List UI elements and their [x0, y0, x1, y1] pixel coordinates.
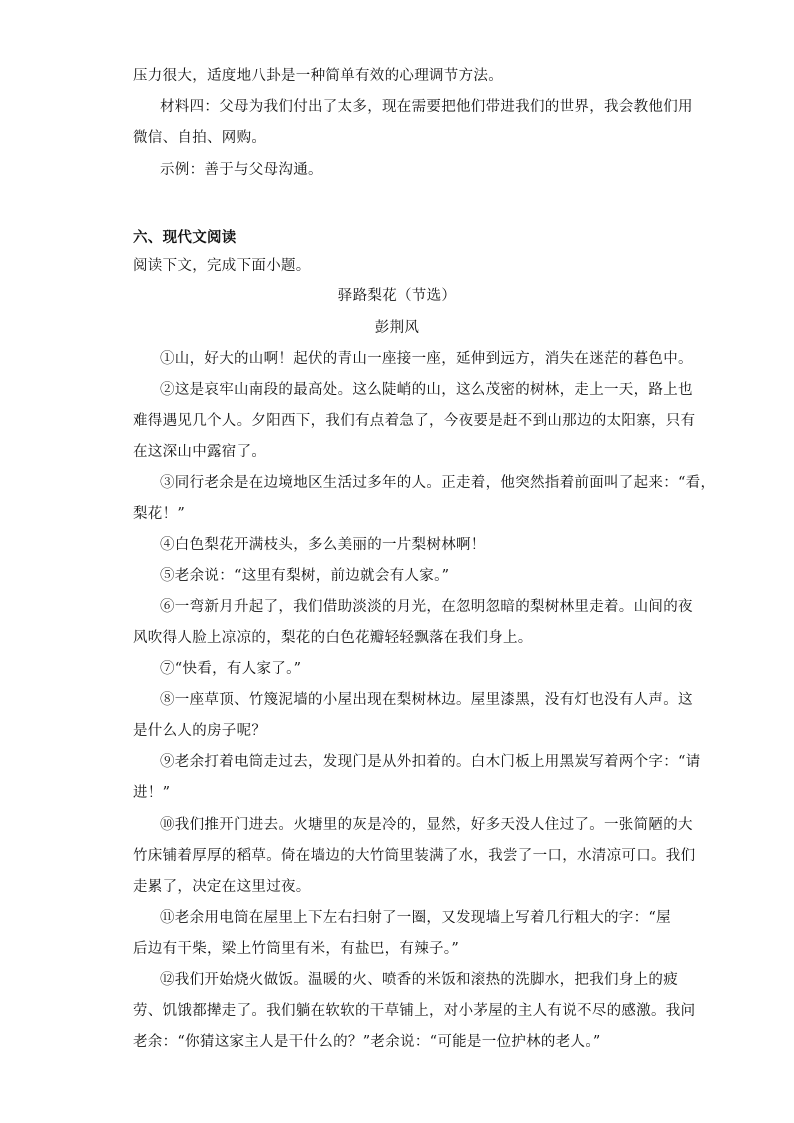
text-line: 材料四：父母为我们付出了太多，现在需要把他们带进我们的世界，我会教他们用 — [160, 99, 693, 115]
article-title: 驿路梨花（节选） — [337, 288, 457, 304]
paragraph-2: 难得遇见几个人。夕阳西下，我们有点着急了，今夜要是赶不到山那边的太阳寨，只有 — [133, 413, 696, 429]
paragraph-3: 梨花！” — [133, 506, 186, 522]
paragraph-10: 走累了，决定在这里过夜。 — [133, 879, 311, 895]
paragraph-8: 是什么人的房子呢？ — [133, 723, 267, 739]
text-line: 示例：善于与父母沟通。 — [160, 162, 323, 178]
instruction-text: 阅读下文，完成下面小题。 — [133, 258, 311, 274]
paragraph-4: ④白色梨花开满枝头，多么美丽的一片梨树林啊！ — [160, 537, 486, 553]
paragraph-6: ⑥一弯新月升起了，我们借助淡淡的月光，在忽明忽暗的梨树林里走着。山间的夜 — [160, 599, 693, 615]
paragraph-12: 老余：“你猜这家主人是干什么的？”老余说：“可能是一位护林的老人。” — [133, 1034, 601, 1050]
paragraph-9: ⑨老余打着电筒走过去，发现门是从外扣着的。白木门板上用黑炭写着两个字：“请 — [160, 754, 701, 770]
paragraph-12: 劳、饥饿都撵走了。我们躺在软软的干草铺上，对小茅屋的主人有说不尽的感激。我问 — [133, 1003, 696, 1019]
paragraph-2: 在这深山中露宿了。 — [133, 444, 267, 460]
paragraph-11: 后边有干柴，梁上竹筒里有米，有盐巴，有辣子。” — [133, 941, 460, 957]
paragraph-10: 竹床铺着厚厚的稻草。倚在墙边的大竹筒里装满了水，我尝了一口，水清凉可口。我们 — [133, 848, 696, 864]
paragraph-2: ②这是哀牢山南段的最高处。这么陡峭的山，这么茂密的树林，走上一天，路上也 — [160, 382, 693, 398]
paragraph-6: 风吹得人脸上凉凉的，梨花的白色花瓣轻轻飘落在我们身上。 — [133, 630, 533, 646]
section-heading: 六、现代文阅读 — [133, 230, 237, 246]
paragraph-11: ⑪老余用电筒在屋里上下左右扫射了一圈，又发现墙上写着几行粗大的字：“屋 — [160, 910, 671, 926]
paragraph-1: ①山，好大的山啊！起伏的青山一座接一座，延伸到远方，消失在迷茫的暮色中。 — [160, 351, 693, 367]
article-author: 彭荆风 — [374, 320, 420, 336]
paragraph-7: ⑦“快看，有人家了。” — [160, 661, 302, 677]
paragraph-5: ⑤老余说：“这里有梨树，前边就会有人家。” — [160, 568, 450, 584]
text-line: 微信、自拍、网购。 — [133, 130, 267, 146]
paragraph-8: ⑧一座草顶、竹篾泥墙的小屋出现在梨树林边。屋里漆黑，没有灯也没有人声。这 — [160, 692, 693, 708]
paragraph-3: ③同行老余是在边境地区生活过多年的人。正走着，他突然指着前面叫了起来：“看， — [160, 475, 716, 491]
paragraph-12: ⑫我们开始烧火做饭。温暖的火、喷香的米饭和滚热的洗脚水，把我们身上的疲 — [160, 972, 678, 988]
paragraph-10: ⑩我们推开门进去。火塘里的灰是冷的，显然，好多天没人住过了。一张简陋的大 — [160, 817, 693, 833]
paragraph-9: 进！” — [133, 785, 171, 801]
text-line: 压力很大，适度地八卦是一种简单有效的心理调节方法。 — [133, 68, 503, 84]
